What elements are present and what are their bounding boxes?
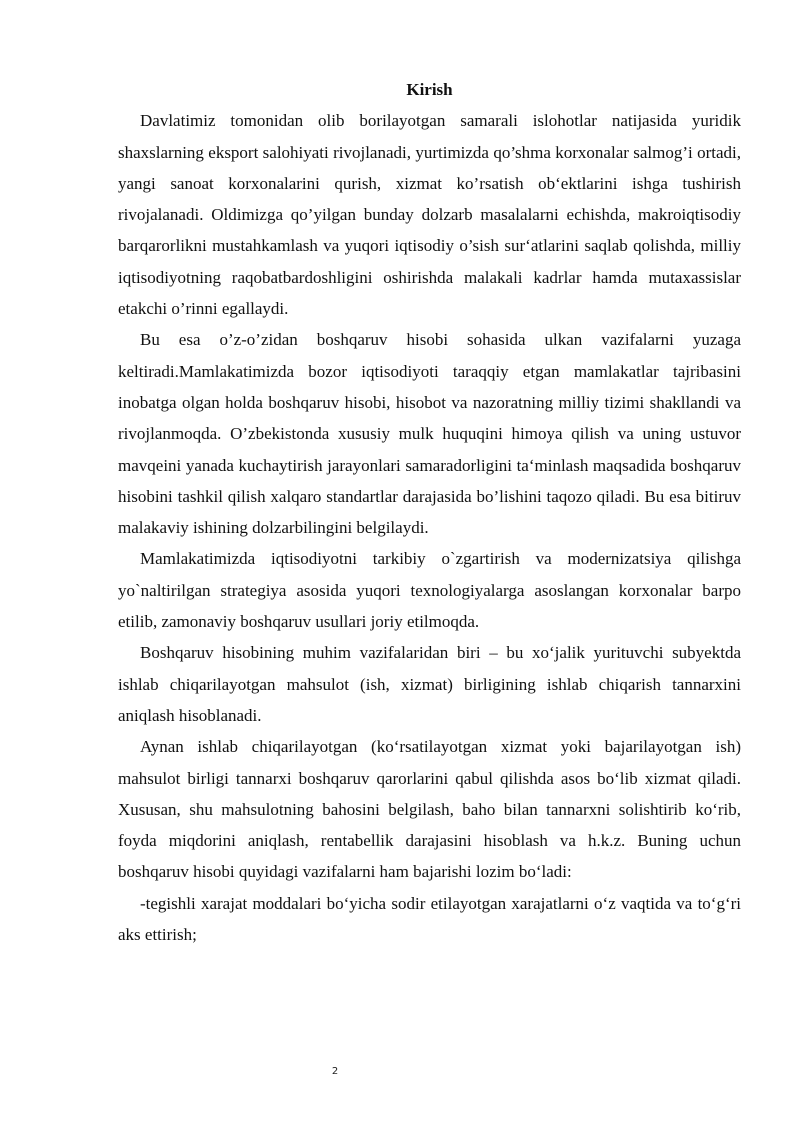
paragraph-unit-cost: Aynan ishlab chiqarilayotgan (ko‘rsatilayotgan xizmat yoki bajarilayotgan ish) mahsulot birligi tannarxi boshqaruv qarorlarini qabul qilishda asos bo‘lib xizmat qiladi. Xususan, shu mahsulotning bahosini belgilash, baho bilan tannarxni solishtirib ko‘rib, foyda miqdorini aniqlash, rentabellik darajasini hisoblash va h.k.z. Buning uchun boshqaruv hisobi quyidagi vazifalarni ham bajarishi lozim bo‘ladi:	[118, 737, 741, 882]
paragraph-list-item: -tegishli xarajat moddalari bo‘yicha sodir etilayotgan xarajatlarni o‘z vaqtida va to‘g‘ri aks ettirish;	[118, 893, 741, 945]
document-page	[118, 74, 741, 950]
paragraph-intro: Davlatimiz tomonidan olib borilayotgan samarali islohotlar natijasida yuridik shaxslarning eksport salohiyati rivojlanadi, yurtimizda qo’shma korxonalar salmog’i ortadi, yangi sanoat korxonalarini qurish, xizmat ko’rsatish ob‘ektlarini ishga tushirish rivojalanadi. Oldimizga qo’yilgan bunday dolzarb masalalarni echishda, makroiqtisodiy barqarorlikni mustahkamlash va yuqori iqtisodiy o’sish sur‘atlarini saqlab qolishda, milliy iqtisodiyotning raqobatbardoshligini oshirishda malakali kadrlar hamda mutaxassislar etakchi o’rinni egallaydi.	[118, 111, 741, 319]
section-title: Kirish	[406, 80, 453, 99]
page-number: 2	[331, 1066, 339, 1077]
paragraph-management-accounting: Bu esa o’z-o’zidan boshqaruv hisobi sohasida ulkan vazifalarni yuzaga keltiradi.Mamlakatimizda bozor iqtisodiyoti taraqqiy etgan mamlakatlar tajribasini inobatga olgan holda boshqaruv hisobi, hisobot va nazoratning milliy tizimi shakllandi va rivojlanmoqda. O’zbekistonda xususiy mulk huquqini himoya qilish va uning ustuvor mavqeini yanada kuchaytirish jarayonlari samaradorligini ta‘minlash maqsadida boshqaruv hisobini tashkil qilish xalqaro standartlar darajasida bo’lishini taqozo qiladi. Bu esa bitiruv malakaviy ishining dolzarbilingini belgilaydi.	[118, 330, 741, 538]
paragraph-modernization: Mamlakatimizda iqtisodiyotni tarkibiy o`zgartirish va modernizatsiya qilishga yo`naltirilgan strategiya asosida yuqori texnologiyalarga asoslangan korxonalar barpo etilib, zamonaviy boshqaruv usullari joriy etilmoqda.	[118, 549, 741, 632]
paragraph-cost-task: Boshqaruv hisobining muhim vazifalaridan biri – bu xo‘jalik yurituvchi subyektda ishlab chiqarilayotgan mahsulot (ish, xizmat) birligining ishlab chiqarish tannarxini aniqlash hisoblanadi.	[118, 643, 741, 725]
